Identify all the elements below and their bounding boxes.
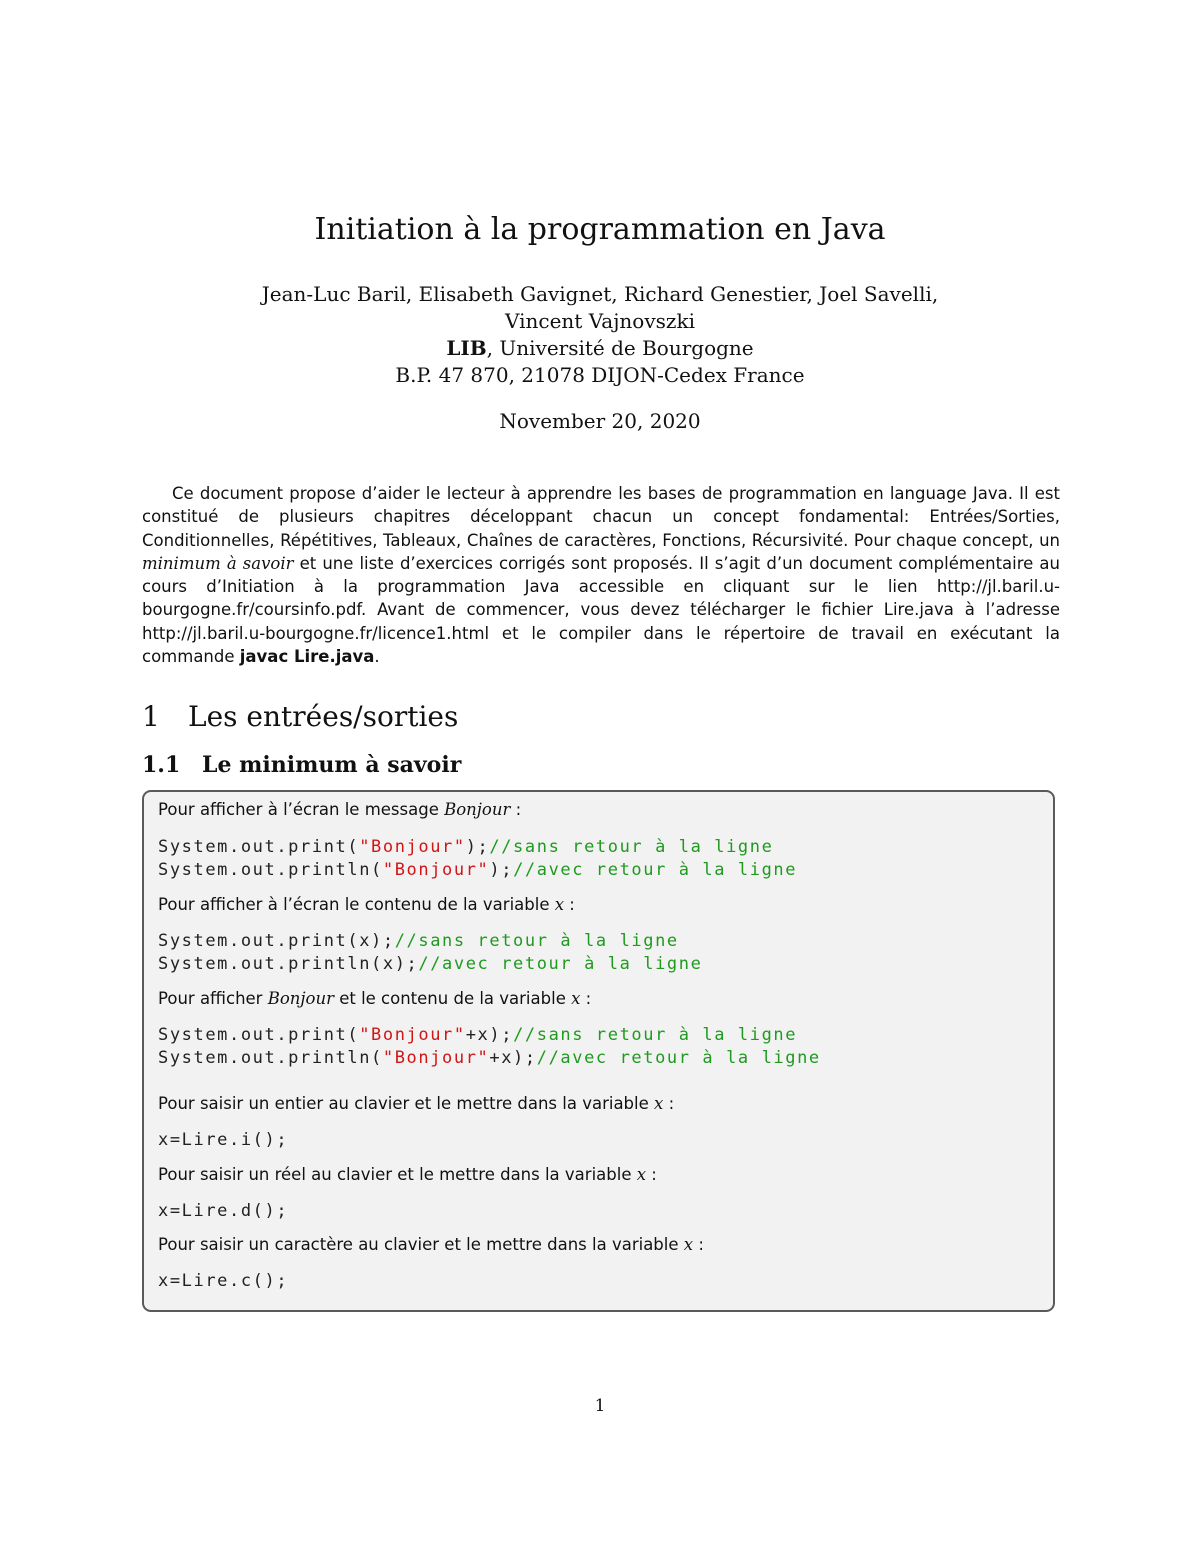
code-3-code: System.out.print(x); (158, 931, 395, 951)
code-line-4 (158, 954, 702, 974)
subsection-heading (142, 752, 461, 778)
box-text-4 (158, 1094, 674, 1113)
code-line-1 (158, 837, 773, 857)
section-title: Les entrées/sorties (188, 700, 459, 733)
code-line-3 (158, 931, 679, 951)
abstract-part-1: Ce document propose d’aider le lecteur à apprendre les bases de programmation en language Java. Il est constitué de plusieurs chapitres déceloppant chacun un concept fondamental: Entrées/Sorties, Conditionnelles, Répétitives, Tableaux, Chaînes de caractères, Fonctions, Récursivité. Pour chaque concept, un (142, 484, 1060, 550)
code-5-comment: //sans retour à la ligne (513, 1025, 798, 1045)
address: B.P. 47 870, 21078 DIJON-Cedex France (395, 363, 805, 387)
code-2-code: System.out.println( (158, 860, 383, 880)
authors-line-2: Vincent Vajnovszki (505, 309, 695, 333)
code-line-7: x=Lire.i(); (158, 1130, 289, 1150)
section-heading (142, 700, 458, 733)
box-text-5-a: Pour saisir un réel au clavier et le mettre dans la variable (158, 1165, 637, 1184)
code-line-2 (158, 860, 797, 880)
date: November 20, 2020 (499, 409, 701, 433)
box-text-4-em: x (654, 1094, 664, 1113)
abstract-part-2: et une liste d’exercices corrigés sont proposés. Il s’agit d’un document complémentaire au cours d’Initiation à la programmation Java accessible en cliquant sur le lien http://jl.baril.u-bourgogne.fr/coursinfo.pdf. Avant de commencer, vous devez télécharger le fichier Lire.java à l’adresse http://jl.baril.u-bourgogne.fr/licence1.html et le compiler dans le répertoire de travail en exécutant la commande (142, 553, 1060, 667)
code-6-code: System.out.println( (158, 1048, 383, 1068)
code-1-comment: //sans retour à la ligne (489, 837, 774, 857)
code-1-code: System.out.print( (158, 837, 360, 857)
code-5-code: System.out.print( (158, 1025, 360, 1045)
abstract-emphasis: minimum à savoir (142, 553, 294, 573)
affiliation (0, 336, 1200, 360)
box-text-6 (158, 1235, 704, 1254)
code-2-string: "Bonjour" (382, 860, 490, 880)
box-text-5 (158, 1165, 657, 1184)
box-text-1-b: : (510, 800, 522, 819)
code-line-6 (158, 1048, 821, 1068)
box-text-3-a: Pour afficher (158, 989, 268, 1008)
code-2-mid: ); (489, 860, 514, 880)
code-1-mid: ); (465, 837, 490, 857)
box-text-2-em: x (554, 895, 565, 914)
code-line-9: x=Lire.c(); (158, 1271, 289, 1291)
code-5-mid: +x); (465, 1025, 514, 1045)
code-line-5 (158, 1025, 797, 1045)
subsection-title: Le minimum à savoir (202, 752, 462, 778)
box-text-2-a: Pour afficher à l’écran le contenu de la variable (158, 895, 555, 914)
box-text-2 (158, 895, 575, 914)
box-text-3-em1: Bonjour (267, 989, 334, 1008)
paper-title: Initiation à la programmation en Java (314, 212, 886, 247)
box-text-3 (158, 989, 591, 1008)
box-text-4-b: : (663, 1094, 675, 1113)
page-number: 1 (594, 1396, 606, 1416)
code-6-mid: +x); (489, 1048, 537, 1068)
box-text-1-em: Bonjour (444, 800, 511, 819)
code-6-comment: //avec retour à la ligne (536, 1048, 821, 1068)
code-line-8: x=Lire.d(); (158, 1201, 289, 1221)
box-text-5-em: x (636, 1165, 647, 1184)
abstract-command: javac Lire.java (239, 647, 375, 667)
authors-line-1: Jean-Luc Baril, Elisabeth Gavignet, Richard Genestier, Joel Savelli, (261, 282, 939, 306)
abstract-end: . (374, 647, 380, 667)
code-3-comment: //sans retour à la ligne (394, 931, 679, 951)
code-6-string: "Bonjour" (382, 1048, 490, 1068)
box-text-4-a: Pour saisir un entier au clavier et le mettre dans la variable (158, 1094, 655, 1113)
box-text-1-a: Pour afficher à l’écran le message (158, 800, 445, 819)
minimum-box (142, 790, 1055, 1312)
code-4-comment: //avec retour à la ligne (418, 954, 703, 974)
box-text-6-b: : (693, 1235, 704, 1254)
box-text-2-b: : (564, 895, 575, 914)
section-number: 1 (142, 700, 160, 733)
box-text-3-b: et le contenu de la variable (333, 989, 572, 1008)
box-text-1 (158, 800, 521, 819)
box-text-6-a: Pour saisir un caractère au clavier et le mettre dans la variable (158, 1235, 684, 1254)
box-text-6-em: x (683, 1235, 694, 1254)
lab-name: LIB (446, 336, 487, 360)
subsection-number: 1.1 (142, 752, 181, 778)
code-2-comment: //avec retour à la ligne (513, 860, 798, 880)
code-4-code: System.out.println(x); (158, 954, 419, 974)
abstract (142, 482, 1060, 668)
code-5-string: "Bonjour" (359, 1025, 466, 1045)
code-1-string: "Bonjour" (359, 837, 466, 857)
box-text-3-c: : (580, 989, 592, 1008)
university: , Université de Bourgogne (486, 336, 754, 360)
box-text-5-b: : (646, 1165, 657, 1184)
box-text-3-em2: x (571, 989, 581, 1008)
